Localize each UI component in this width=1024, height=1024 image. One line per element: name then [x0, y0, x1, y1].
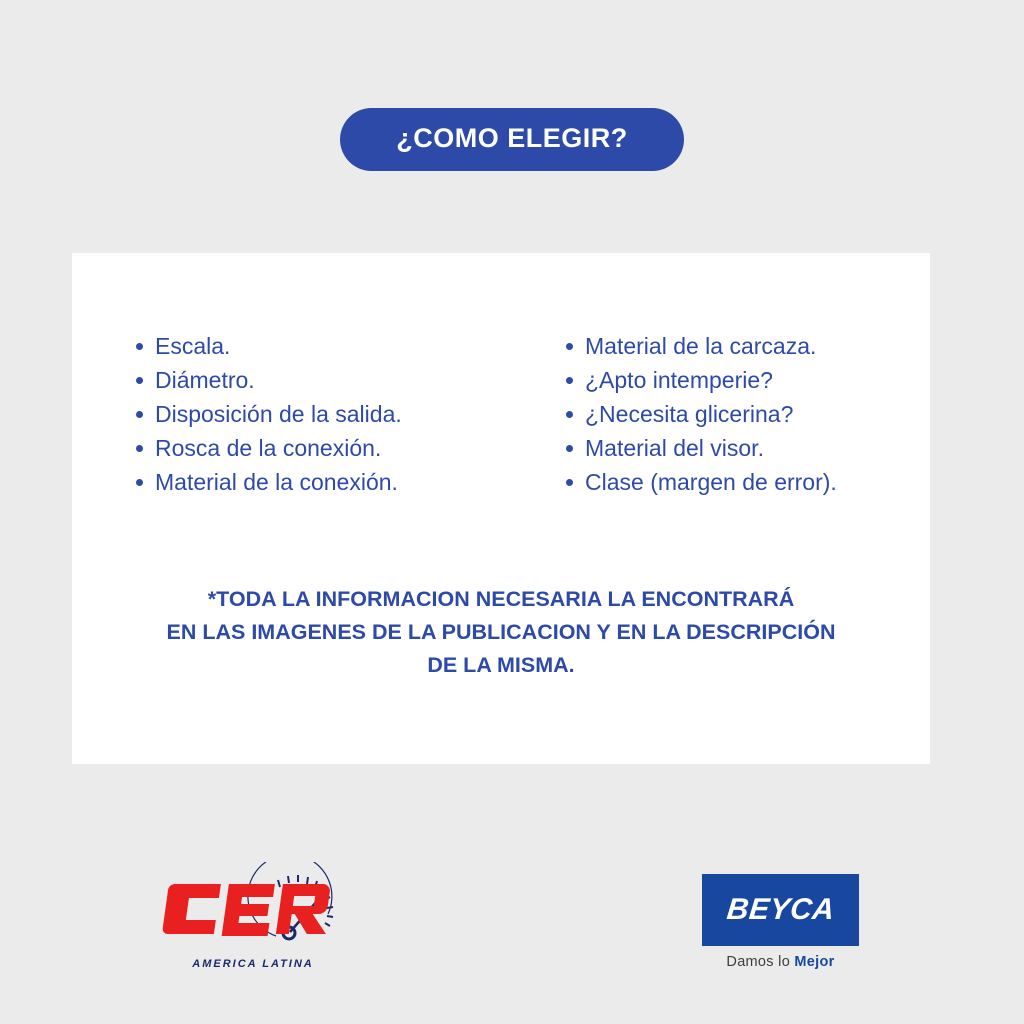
page-title: ¿COMO ELEGIR?: [340, 108, 684, 171]
beyca-tagline: [702, 954, 859, 970]
list-item: Material de la carcaza.: [564, 329, 924, 363]
beyca-logo: [702, 874, 866, 986]
disclaimer-line: *TODA LA INFORMACION NECESARIA LA ENCONTRARÁ: [207, 587, 795, 611]
cer-logo: [158, 862, 358, 982]
list-item: Material del visor.: [564, 431, 924, 465]
beyca-wordmark: BEYCA: [725, 893, 837, 926]
checklist-column-left: [134, 329, 564, 499]
beyca-logo-box: [702, 874, 859, 946]
checklist-column-right: [564, 329, 924, 499]
cer-logo-subtitle: AMERICA LATINA: [192, 958, 314, 970]
disclaimer-line: EN LAS IMAGENES DE LA PUBLICACION Y EN LA DESCRIPCIÓN: [166, 620, 836, 644]
list-item: Diámetro.: [134, 363, 564, 397]
list-item: ¿Necesita glicerina?: [564, 397, 924, 431]
list-item: Rosca de la conexión.: [134, 431, 564, 465]
list-item: Clase (margen de error).: [564, 465, 924, 499]
beyca-tagline-prefix: Damos lo: [726, 954, 795, 970]
disclaimer-line: DE LA MISMA.: [427, 653, 575, 677]
checklist-columns: [72, 329, 930, 499]
content-card: [72, 253, 930, 764]
list-item: Escala.: [134, 329, 564, 363]
cer-logo-icon: [158, 862, 358, 962]
header-banner: [0, 108, 1024, 171]
list-item: ¿Apto intemperie?: [564, 363, 924, 397]
disclaimer-note: [72, 583, 930, 682]
list-item: Material de la conexión.: [134, 465, 564, 499]
list-item: Disposición de la salida.: [134, 397, 564, 431]
beyca-tagline-emphasis: Mejor: [794, 954, 835, 970]
